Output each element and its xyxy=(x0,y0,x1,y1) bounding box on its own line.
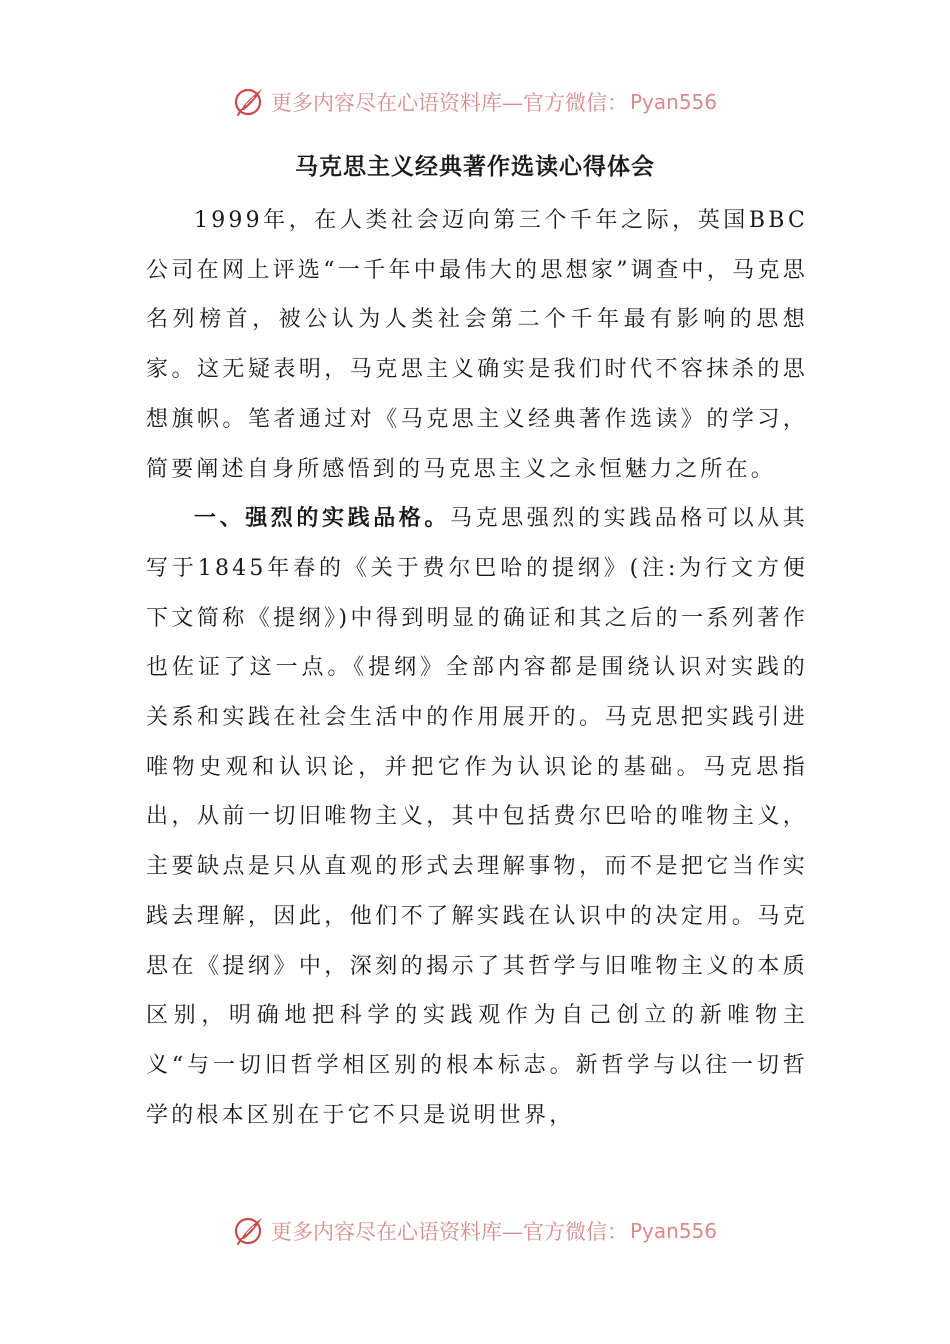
watermark-text: 更多内容尽在心语资料库—官方微信： xyxy=(270,91,628,115)
quill-logo-icon xyxy=(233,85,267,119)
document-body xyxy=(146,196,808,1140)
section-heading-practice: 一、强烈的实践品格。 xyxy=(194,506,450,532)
paragraph-practice-text: 马克思强烈的实践品格可以从其写于1845年春的《关于费尔巴哈的提纲》(注:为行文方便下文简称《提纲》)中得到明显的确证和其之后的一系列著作也佐证了这一点。《提纲》全部内容都是围绕认识对实践的关系和实践在社会生活中的作用展开的。马克思把实践引进唯物史观和认识论，并把它作为认识论的基础。马克思指出，从前一切旧唯物主义，其中包括费尔巴哈的唯物主义，主要缺点是只从直观的形式去理解事物，而不是把它当作实践去理解，因此，他们不了解实践在认识中的决定用。马克思在《提纲》中，深刻的揭示了其哲学与旧唯物主义的本质区别，明确地把科学的实践观作为自己创立的新唯物主义“与一切旧哲学相区别的根本标志。新哲学与以往一切哲学的根本区别在于它不只是说明世界， xyxy=(146,506,808,1128)
watermark-wechat-id: Pyan556 xyxy=(629,1219,717,1243)
paragraph-practice xyxy=(146,494,808,1140)
watermark-text: 更多内容尽在心语资料库—官方微信： xyxy=(270,1220,628,1244)
quill-logo-icon xyxy=(233,1214,267,1248)
document-title: 马克思主义经典著作选读心得体会 xyxy=(295,154,655,180)
header-watermark xyxy=(0,82,950,122)
watermark-wechat-id: Pyan556 xyxy=(629,90,717,114)
paragraph-intro: 1999年，在人类社会迈向第三个千年之际，英国BBC公司在网上评选“一千年中最伟大的思想家”调查中，马克思名列榜首，被公认为人类社会第二个千年最有影响的思想家。这无疑表明，马克思主义确实是我们时代不容抹杀的思想旗帜。笔者通过对《马克思主义经典著作选读》的学习，简要阐述自身所感悟到的马克思主义之永恒魅力之所在。 xyxy=(146,208,808,482)
footer-watermark xyxy=(0,1211,950,1251)
